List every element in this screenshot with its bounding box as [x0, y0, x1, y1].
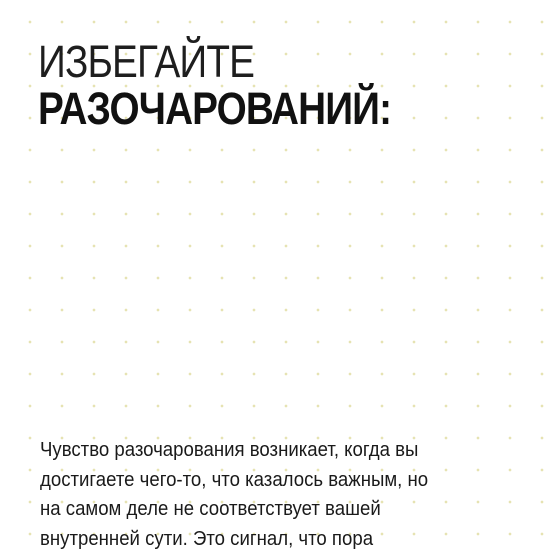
body-line-3: на самом деле не соответствует вашей [40, 498, 381, 520]
body-line-4: внутренней сути. Это сигнал, что пора [40, 527, 374, 550]
headline-line-1: ИЗБЕГАЙТЕ [38, 36, 255, 87]
headline-line-2: РАЗОЧАРОВАНИЙ: [38, 83, 392, 134]
headline [38, 38, 518, 132]
body-paragraph [40, 436, 530, 554]
body-line-2: достигаете чего-то, что казалось важным, но [40, 468, 429, 491]
body-line-1: Чувство разочарования возникает, когда вы [40, 439, 419, 461]
